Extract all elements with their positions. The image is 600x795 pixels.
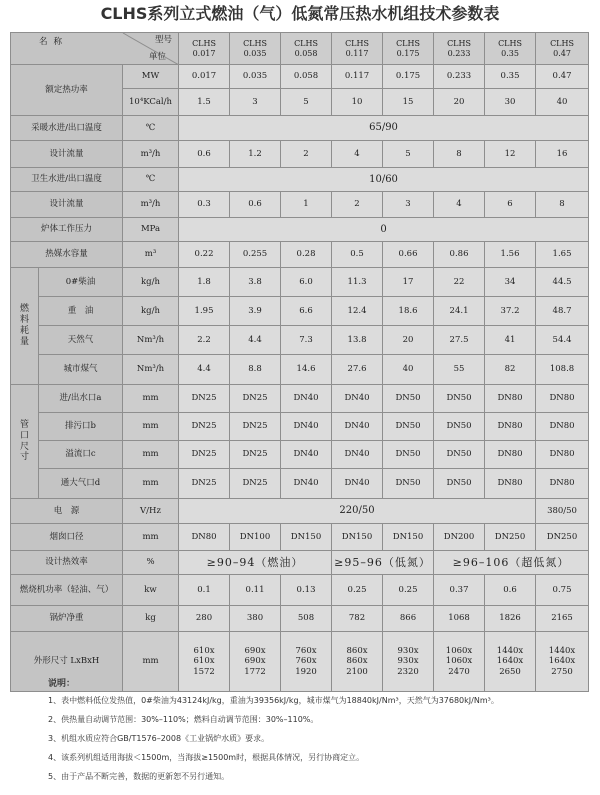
value-cell: 16 xyxy=(536,141,589,168)
value-cell: DN80 xyxy=(536,469,589,499)
unit-cell: mm xyxy=(123,441,179,469)
value-cell: DN80 xyxy=(536,413,589,441)
value-cell: 1.65 xyxy=(536,242,589,268)
value-cell: DN25 xyxy=(179,413,230,441)
corner-name: 名称 xyxy=(39,37,69,47)
value-cell: 1060x 1060x 2470 xyxy=(434,632,485,692)
row-label: 燃烧机功率（轻油、气） xyxy=(11,575,123,606)
value-cell: 782 xyxy=(332,606,383,632)
model-header: CLHS 0.35 xyxy=(485,33,536,65)
value-cell: 6 xyxy=(485,192,536,218)
row-label: 进/出水口a xyxy=(39,385,123,413)
value-cell: 41 xyxy=(485,326,536,355)
value-cell: DN40 xyxy=(332,413,383,441)
value-cell: 48.7 xyxy=(536,297,589,326)
row-label: 城市煤气 xyxy=(39,355,123,385)
row-label: 额定热功率 xyxy=(11,65,123,116)
value-cell: 40 xyxy=(536,89,589,116)
value-cell: DN80 xyxy=(485,469,536,499)
value-cell: DN50 xyxy=(383,413,434,441)
unit-cell: m³ xyxy=(123,242,179,268)
value-cell: 0.37 xyxy=(434,575,485,606)
value-cell: ≥96–106（超低氮） xyxy=(434,551,589,575)
value-cell: 4 xyxy=(332,141,383,168)
value-cell: 1440x 1640x 2650 xyxy=(485,632,536,692)
value-cell: 0 xyxy=(179,218,589,242)
value-cell: 0.75 xyxy=(536,575,589,606)
unit-cell: Nm³/h xyxy=(123,355,179,385)
page-title: CLHS系列立式燃油（气）低氮常压热水机组技术参数表 xyxy=(100,4,500,23)
value-cell: 8 xyxy=(536,192,589,218)
value-cell: DN150 xyxy=(332,524,383,551)
table-row-pipe-drain xyxy=(11,413,589,441)
value-cell: 380 xyxy=(230,606,281,632)
value-cell: DN50 xyxy=(383,441,434,469)
value-cell: 11.3 xyxy=(332,268,383,297)
value-cell: DN25 xyxy=(230,441,281,469)
value-cell: DN25 xyxy=(179,469,230,499)
row-label: 通大气口d xyxy=(39,469,123,499)
value-cell: 12.4 xyxy=(332,297,383,326)
row-label: 溢流口c xyxy=(39,441,123,469)
value-cell: 610x 610x 1572 xyxy=(179,632,230,692)
value-cell: 380/50 xyxy=(536,499,589,524)
value-cell: DN40 xyxy=(332,469,383,499)
value-cell: 1.2 xyxy=(230,141,281,168)
value-cell: 1.5 xyxy=(179,89,230,116)
model-header: CLHS 0.035 xyxy=(230,33,281,65)
value-cell: 2165 xyxy=(536,606,589,632)
table-row-medium-volume xyxy=(11,242,589,268)
unit-cell: kg xyxy=(123,606,179,632)
value-cell: DN80 xyxy=(485,413,536,441)
table-row-sanitary-temp xyxy=(11,168,589,192)
value-cell: DN80 xyxy=(485,441,536,469)
value-cell: 55 xyxy=(434,355,485,385)
value-cell: 0.86 xyxy=(434,242,485,268)
value-cell: 0.47 xyxy=(536,65,589,89)
value-cell: DN80 xyxy=(485,385,536,413)
value-cell: 3 xyxy=(230,89,281,116)
value-cell: 930x 930x 2320 xyxy=(383,632,434,692)
value-cell: 20 xyxy=(383,326,434,355)
table-row-pipe-vent xyxy=(11,469,589,499)
note-line: 4、该系列机组适用海拔＜1500m，当海拔≥1500m时，根据具体情况，另行协商定立。 xyxy=(48,753,365,762)
value-cell: 27.6 xyxy=(332,355,383,385)
value-cell: 4.4 xyxy=(179,355,230,385)
value-cell: DN150 xyxy=(281,524,332,551)
value-cell: 280 xyxy=(179,606,230,632)
value-cell: 3 xyxy=(383,192,434,218)
value-cell: DN50 xyxy=(434,441,485,469)
value-cell: 4.4 xyxy=(230,326,281,355)
table-row-heating-temp xyxy=(11,116,589,141)
value-cell: 0.255 xyxy=(230,242,281,268)
unit-cell: m³/h xyxy=(123,141,179,168)
row-label: 烟囱口径 xyxy=(11,524,123,551)
fuel-group-label: 燃 料 耗 量 xyxy=(11,268,39,385)
value-cell: DN40 xyxy=(281,469,332,499)
table-row-fuel-natural-gas xyxy=(11,326,589,355)
value-cell: 0.175 xyxy=(383,65,434,89)
value-cell: DN40 xyxy=(281,413,332,441)
value-cell: DN50 xyxy=(383,469,434,499)
value-cell: 760x 760x 1920 xyxy=(281,632,332,692)
value-cell: 0.66 xyxy=(383,242,434,268)
value-cell: 0.35 xyxy=(485,65,536,89)
row-label: 0#柴油 xyxy=(39,268,123,297)
table-row-pipe-inlet xyxy=(11,385,589,413)
value-cell: 22 xyxy=(434,268,485,297)
pipe-group-label: 管 口 尺 寸 xyxy=(11,385,39,499)
value-cell: DN150 xyxy=(383,524,434,551)
value-cell: DN40 xyxy=(332,441,383,469)
spec-table xyxy=(10,32,589,692)
value-cell: DN250 xyxy=(485,524,536,551)
unit-cell: mm xyxy=(123,469,179,499)
value-cell: 13.8 xyxy=(332,326,383,355)
value-cell: ≥95–96（低氮） xyxy=(332,551,434,575)
value-cell: 30 xyxy=(485,89,536,116)
value-cell: DN200 xyxy=(434,524,485,551)
unit-cell: Nm³/h xyxy=(123,326,179,355)
value-cell: 14.6 xyxy=(281,355,332,385)
model-header: CLHS 0.017 xyxy=(179,33,230,65)
value-cell: DN25 xyxy=(230,413,281,441)
value-cell: DN50 xyxy=(383,385,434,413)
notes-heading: 说明： xyxy=(48,679,76,689)
value-cell: 10/60 xyxy=(179,168,589,192)
value-cell: 0.22 xyxy=(179,242,230,268)
table-row-fuel-diesel xyxy=(11,268,589,297)
value-cell: 0.5 xyxy=(332,242,383,268)
value-cell: 866 xyxy=(383,606,434,632)
value-cell: 0.117 xyxy=(332,65,383,89)
table-row-rated-power-mw xyxy=(11,65,589,89)
row-label: 热媒水容量 xyxy=(11,242,123,268)
unit-cell: ℃ xyxy=(123,168,179,192)
value-cell: 0.058 xyxy=(281,65,332,89)
value-cell: 508 xyxy=(281,606,332,632)
row-label: 天然气 xyxy=(39,326,123,355)
unit-cell: mm xyxy=(123,632,179,692)
value-cell: 15 xyxy=(383,89,434,116)
row-label: 外形尺寸 LxBxH xyxy=(11,632,123,692)
row-label: 设计流量 xyxy=(11,192,123,218)
value-cell: 2.2 xyxy=(179,326,230,355)
table-row-fuel-city-gas xyxy=(11,355,589,385)
value-cell: 0.13 xyxy=(281,575,332,606)
unit-cell: 10⁴KCal/h xyxy=(123,89,179,116)
notes-section xyxy=(48,676,588,790)
value-cell: 4 xyxy=(434,192,485,218)
value-cell: 24.1 xyxy=(434,297,485,326)
value-cell: 20 xyxy=(434,89,485,116)
value-cell: 65/90 xyxy=(179,116,589,141)
value-cell: 1.8 xyxy=(179,268,230,297)
unit-cell: kg/h xyxy=(123,268,179,297)
value-cell: 17 xyxy=(383,268,434,297)
table-row-fuel-heavy-oil xyxy=(11,297,589,326)
unit-cell: m³/h xyxy=(123,192,179,218)
unit-cell: kw xyxy=(123,575,179,606)
model-header: CLHS 0.47 xyxy=(536,33,589,65)
value-cell: 0.28 xyxy=(281,242,332,268)
value-cell: 0.11 xyxy=(230,575,281,606)
unit-cell: mm xyxy=(123,385,179,413)
value-cell: 27.5 xyxy=(434,326,485,355)
value-cell: 1440x 1640x 2750 xyxy=(536,632,589,692)
note-line: 2、供热量自动调节范围：30%–110%；燃料自动调节范围：30%–110%。 xyxy=(48,715,319,724)
value-cell: 2 xyxy=(332,192,383,218)
value-cell: 5 xyxy=(281,89,332,116)
value-cell: DN80 xyxy=(179,524,230,551)
row-label: 设计流量 xyxy=(11,141,123,168)
table-row-flue xyxy=(11,524,589,551)
value-cell: DN40 xyxy=(281,441,332,469)
row-label: 卫生水进/出口温度 xyxy=(11,168,123,192)
value-cell: 6.0 xyxy=(281,268,332,297)
value-cell: 860x 860x 2100 xyxy=(332,632,383,692)
value-cell: 0.017 xyxy=(179,65,230,89)
value-cell: DN80 xyxy=(536,385,589,413)
value-cell: 220/50 xyxy=(179,499,536,524)
value-cell: 37.2 xyxy=(485,297,536,326)
value-cell: 0.3 xyxy=(179,192,230,218)
value-cell: DN25 xyxy=(230,469,281,499)
value-cell: 1068 xyxy=(434,606,485,632)
value-cell: 1826 xyxy=(485,606,536,632)
value-cell: 82 xyxy=(485,355,536,385)
row-label: 排污口b xyxy=(39,413,123,441)
value-cell: 1 xyxy=(281,192,332,218)
unit-cell: % xyxy=(123,551,179,575)
value-cell: DN25 xyxy=(179,385,230,413)
corner-cell xyxy=(11,33,179,65)
value-cell: 1.95 xyxy=(179,297,230,326)
value-cell: 40 xyxy=(383,355,434,385)
value-cell: 0.1 xyxy=(179,575,230,606)
value-cell: 7.3 xyxy=(281,326,332,355)
value-cell: DN40 xyxy=(332,385,383,413)
value-cell: DN25 xyxy=(230,385,281,413)
value-cell: ≥90–94（燃油） xyxy=(179,551,332,575)
value-cell: 0.6 xyxy=(179,141,230,168)
value-cell: 690x 690x 1772 xyxy=(230,632,281,692)
value-cell: DN50 xyxy=(434,469,485,499)
note-line: 5、由于产品不断完善，数据的更新恕不另行通知。 xyxy=(48,772,230,781)
value-cell: 0.6 xyxy=(485,575,536,606)
value-cell: 1.56 xyxy=(485,242,536,268)
table-row-power xyxy=(11,499,589,524)
table-row-burner xyxy=(11,575,589,606)
row-label: 重 油 xyxy=(39,297,123,326)
value-cell: 34 xyxy=(485,268,536,297)
value-cell: 8.8 xyxy=(230,355,281,385)
table-row-efficiency xyxy=(11,551,589,575)
unit-cell: V/Hz xyxy=(123,499,179,524)
model-header: CLHS 0.233 xyxy=(434,33,485,65)
model-header: CLHS 0.175 xyxy=(383,33,434,65)
value-cell: 108.8 xyxy=(536,355,589,385)
value-cell: 8 xyxy=(434,141,485,168)
table-row-weight xyxy=(11,606,589,632)
spec-table-panel xyxy=(10,32,588,677)
table-row-heating-flow xyxy=(11,141,589,168)
value-cell: 10 xyxy=(332,89,383,116)
model-header: CLHS 0.117 xyxy=(332,33,383,65)
unit-cell: MPa xyxy=(123,218,179,242)
value-cell: DN50 xyxy=(434,413,485,441)
value-cell: 0.6 xyxy=(230,192,281,218)
table-row-pipe-overflow xyxy=(11,441,589,469)
value-cell: 12 xyxy=(485,141,536,168)
value-cell: 3.9 xyxy=(230,297,281,326)
value-cell: 54.4 xyxy=(536,326,589,355)
value-cell: 0.25 xyxy=(383,575,434,606)
value-cell: DN250 xyxy=(536,524,589,551)
value-cell: 0.035 xyxy=(230,65,281,89)
value-cell: DN40 xyxy=(281,385,332,413)
value-cell: 0.233 xyxy=(434,65,485,89)
table-row-pressure xyxy=(11,218,589,242)
value-cell: 2 xyxy=(281,141,332,168)
unit-cell: ℃ xyxy=(123,116,179,141)
value-cell: DN50 xyxy=(434,385,485,413)
value-cell: 0.25 xyxy=(332,575,383,606)
unit-cell: mm xyxy=(123,413,179,441)
value-cell: 3.8 xyxy=(230,268,281,297)
corner-unit: 单位 xyxy=(149,51,167,62)
note-line: 3、机组水质应符合GB/T1576–2008《工业锅炉水质》要求。 xyxy=(48,734,270,743)
value-cell: 18.6 xyxy=(383,297,434,326)
value-cell: 5 xyxy=(383,141,434,168)
row-label: 设计热效率 xyxy=(11,551,123,575)
corner-model: 型号 xyxy=(155,35,173,45)
unit-cell: MW xyxy=(123,65,179,89)
row-label: 锅炉净重 xyxy=(11,606,123,632)
row-label: 电 源 xyxy=(11,499,123,524)
header-row xyxy=(11,33,589,65)
value-cell: DN100 xyxy=(230,524,281,551)
table-row-sanitary-flow xyxy=(11,192,589,218)
row-label: 采暖水进/出口温度 xyxy=(11,116,123,141)
unit-cell: mm xyxy=(123,524,179,551)
note-line: 1、表中燃料低位发热值，0#柴油为43124kJ/kg，重油为39356kJ/kg，城市煤气为18840kJ/Nm³，天然气为37680kJ/Nm³。 xyxy=(48,696,499,705)
row-label: 炉体工作压力 xyxy=(11,218,123,242)
model-header: CLHS 0.058 xyxy=(281,33,332,65)
value-cell: DN80 xyxy=(536,441,589,469)
value-cell: 6.6 xyxy=(281,297,332,326)
unit-cell: kg/h xyxy=(123,297,179,326)
value-cell: 44.5 xyxy=(536,268,589,297)
value-cell: DN25 xyxy=(179,441,230,469)
